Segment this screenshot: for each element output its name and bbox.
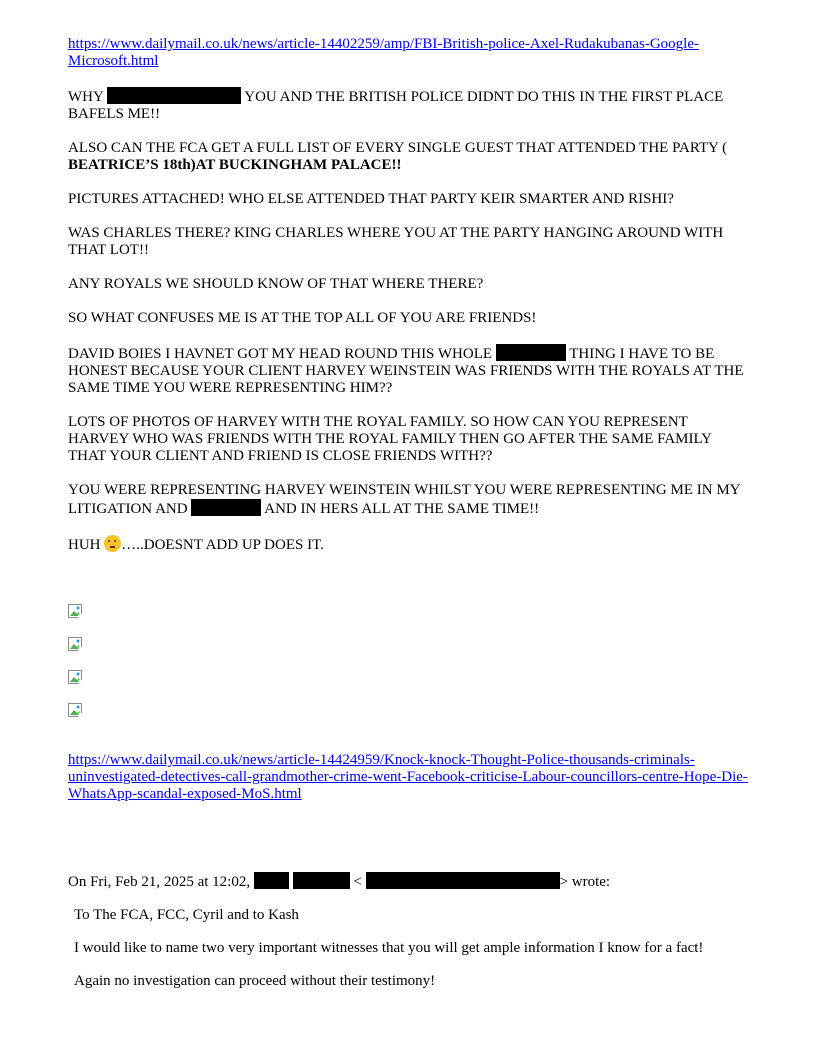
redaction-box [366, 872, 560, 889]
paragraph-representing: YOU WERE REPRESENTING HARVEY WEINSTEIN WHILST YOU WERE REPRESENTING ME IN MY LITIGATION AND AND IN HERS ALL AT THE SAME TIME!! [68, 482, 740, 517]
broken-image-icon[interactable] [68, 703, 84, 719]
article-link-2[interactable]: https://www.dailymail.co.uk/news/article-14424959/Knock-knock-Thought-Police-thousands-criminals-uninvestigated-detectives-call-grandmother-crime-went-Facebook-criticise-Labour-councillors-centre-Hope-Die-WhatsApp-scandal-exposed-MoS.html [68, 752, 748, 802]
paragraph-guest-list: ALSO CAN THE FCA GET A FULL LIST OF EVERY SINGLE GUEST THAT ATTENDED THE PARTY ( BEATRICE’S 18th)AT BUCKINGHAM PALACE!! [68, 140, 728, 173]
broken-image-icon[interactable] [68, 604, 84, 620]
article-link-1-para [68, 36, 748, 70]
broken-image-icon[interactable] [68, 670, 84, 686]
redaction-box [107, 87, 241, 104]
paragraph-confuses: SO WHAT CONFUSES ME IS AT THE TOP ALL OF YOU ARE FRIENDS! [68, 310, 537, 326]
quoted-message [68, 872, 748, 990]
redaction-box [293, 872, 350, 889]
quoted-line-1: To The FCA, FCC, Cyril and to Kash [74, 907, 299, 923]
quoted-header: On Fri, Feb 21, 2025 at 12:02, < > wrote: [68, 874, 611, 890]
redaction-box [496, 344, 566, 361]
paragraph-huh: HUH …..DOESNT ADD UP DOES IT. [68, 537, 324, 553]
paragraph-pictures: PICTURES ATTACHED! WHO ELSE ATTENDED THAT PARTY KEIR SMARTER AND RISHI? [68, 191, 674, 207]
paragraph-charles: WAS CHARLES THERE? KING CHARLES WHERE YOU AT THE PARTY HANGING AROUND WITH THAT LOT!! [68, 225, 724, 258]
thinking-face-icon [104, 535, 121, 552]
quoted-line-3: Again no investigation can proceed without their testimony! [74, 973, 436, 989]
article-link-1[interactable]: https://www.dailymail.co.uk/news/article-14402259/amp/FBI-British-police-Axel-Rudakubanas-Google-Microsoft.html [68, 36, 699, 69]
redaction-box [191, 499, 261, 516]
paragraph-photos: LOTS OF PHOTOS OF HARVEY WITH THE ROYAL FAMILY. SO HOW CAN YOU REPRESENT HARVEY WHO WAS FRIENDS WITH THE ROYAL FAMILY THEN GO AFTER THE SAME FAMILY THAT YOUR CLIENT AND FRIEND IS CLOSE FRIENDS WITH?? [68, 414, 712, 464]
paragraph-royals: ANY ROYALS WE SHOULD KNOW OF THAT WHERE THERE? [68, 276, 484, 292]
redaction-box [254, 872, 289, 889]
quoted-line-2: I would like to name two very important witnesses that you will get ample information I know for a fact! [74, 940, 704, 956]
paragraph-why: WHY YOU AND THE BRITISH POLICE DIDNT DO THIS IN THE FIRST PLACE BAFELS ME!! [68, 89, 724, 122]
paragraph-boies: DAVID BOIES I HAVNET GOT MY HEAD ROUND THIS WHOLE THING I HAVE TO BE HONEST BECAUSE YOUR CLIENT HARVEY WEINSTEIN WAS FRIENDS WITH THE ROYALS AT THE SAME TIME YOU WERE REPRESENTING HIM?? [68, 346, 744, 396]
article-link-2-para [68, 752, 748, 803]
email-body [68, 36, 748, 554]
broken-image-icon[interactable] [68, 637, 84, 653]
